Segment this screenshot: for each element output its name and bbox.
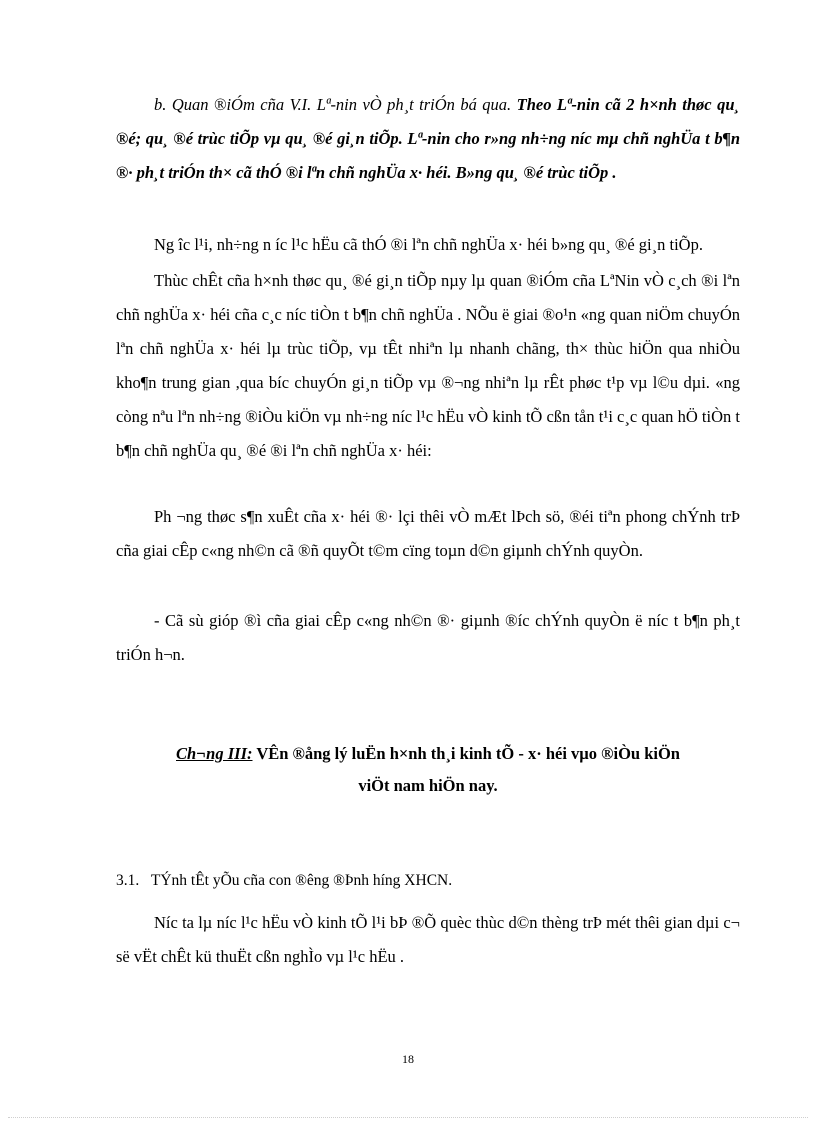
chapter-label: Ch¬ng III: — [176, 744, 253, 763]
page-bottom-edge — [8, 1117, 808, 1118]
paragraph-indirect-transition: Thùc chÊt cña h×nh thøc qu¸ ®é gi¸n tiÕp nµy lµ quan ®iÓm cña LªNin vÒ c¸ch ®i lªn chñ nghÜa x· héi cña c¸c níc tiÒn t b¶n chñ nghÜa . NÕu ë giai ®o¹n «ng quan niÖm chuyÓn lªn chñ nghÜa x· héi lµ trùc tiÕp, vµ tÊt nhiªn lµ nhanh chãng, th× thùc hiÖn qua nhiÒu kho¶n trung gian ,qua bíc chuyÓn gi¸n tiÕp vµ ®¬ng nhiªn lµ rÊt phøc t¹p vµ l©u dµi. «ng còng nªu lªn nh÷ng ®iÒu kiÖn vµ nh÷ng níc l¹c hËu vÒ kinh tÕ cßn tån t¹i c¸c quan hÖ tiÒn t b¶n chñ nghÜa qu¸ ®é ®i lªn chñ nghÜa x· héi: — [116, 271, 740, 460]
section-heading — [116, 872, 452, 890]
paragraph-production-mode: Ph ¬ng thøc s¶n xuÊt cña x· héi ®· lçi thêi vÒ mÆt lÞch sö, ®éi tiªn phong chÝnh trÞ cña giai cÊp c«ng nh©n cã ®ñ quyÕt t©m cïng toµn d©n giµnh chÝnh quyÒn. — [116, 507, 740, 560]
chapter-title-line-2: viÖt nam hiÖn nay. — [358, 776, 498, 795]
paragraph-vietnam-backward: Níc ta lµ níc l¹c hËu vÒ kinh tÕ l¹i bÞ ®Õ quèc thùc d©n thèng trÞ mét thêi gian dµi c¬ së vËt chÊt kü thuËt cßn nghÌo vµ l¹c hËu . — [116, 913, 740, 966]
paragraph-backward-countries: Ng îc l¹i, nh÷ng n íc l¹c hËu cã thÓ ®i lªn chñ nghÜa x· héi b»ng qu¸ ®é gi¸n tiÕp. — [154, 235, 703, 254]
paragraph-lenin-view-italic: b. Quan ®iÓm cña V.I. Lª-nin vÒ ph¸t triÓn bá qua. — [154, 95, 517, 114]
paragraph-working-class-help: - Cã sù gióp ®ì cña giai cÊp c«ng nh©n ®· giµnh ®íc chÝnh quyÒn ë níc t b¶n ph¸t triÓn h¬n. — [116, 611, 740, 664]
page-number: 18 — [402, 1052, 414, 1066]
paragraph-lenin-view-bold: Theo Lª-nin cã 2 h×nh thøc qu¸ ®é; qu¸ ®é trùc tiÕp vµ qu¸ ®é gi¸n tiÕp. Lª-nin cho r»ng nh÷ng níc mµ chñ nghÜa t b¶n ®· ph¸t triÓn th× cã thÓ ®i lªn chñ nghÜa x· héi. B»ng qu¸ ®é trùc tiÕp . — [116, 95, 740, 182]
chapter-title-line-1: VÊn ®ång lý luËn h×nh th¸i kinh tÕ - x· héi vµo ®iÒu kiÖn — [252, 744, 680, 763]
section-number: 3.1. — [116, 872, 140, 889]
paragraph-lenin-view — [116, 88, 740, 190]
section-title: TÝnh tÊt yÕu cña con ®êng ®Þnh híng XHCN. — [150, 872, 453, 889]
chapter-heading — [116, 738, 740, 802]
